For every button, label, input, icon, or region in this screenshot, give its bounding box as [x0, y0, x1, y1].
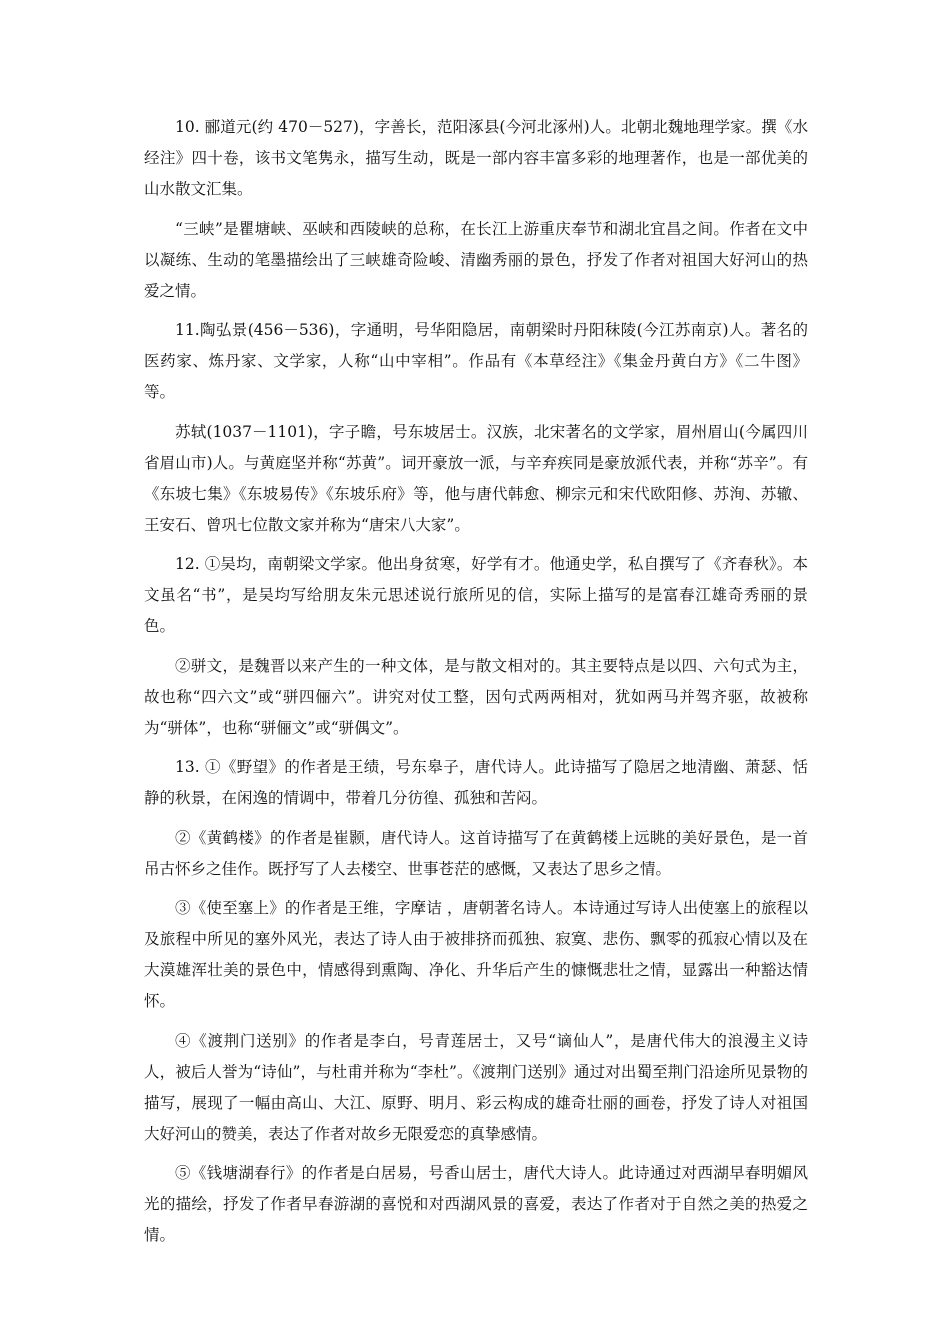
paragraph-10-li-daoyuan: 10. 郦道元(约 470－527)，字善长，范阳涿县(今河北涿州)人。北朝北魏地理学家。撰《水经注》四十卷，该书文笔隽永，描写生动，既是一部内容丰富多彩的地理著作，也是一部优美的山水散文汇集。 — [144, 118, 808, 198]
paragraph-qiantang-hu-chunxing: ⑤《钱塘湖春行》的作者是白居易，号香山居士，唐代大诗人。此诗通过对西湖早春明媚风光的描绘，抒发了作者早春游湖的喜悦和对西湖风景的喜爱，表达了作者对于自然之美的热爱之情。 — [144, 1164, 808, 1244]
paragraph-13-ye-wang: 13. ①《野望》的作者是王绩，号东皋子，唐代诗人。此诗描写了隐居之地清幽、萧瑟、恬静的秋景，在闲逸的情调中，带着几分彷徨、孤独和苦闷。 — [144, 758, 808, 807]
document-page — [144, 112, 808, 1260]
paragraph-12-wu-jun: 12. ①吴均，南朝梁文学家。他出身贫寒，好学有才。他通史学，私自撰写了《齐春秋》。本文虽名“书”，是吴均写给朋友朱元思述说行旅所见的信，实际上描写的是富春江雄奇秀丽的景色。 — [144, 555, 808, 635]
paragraph-huang-he-lou: ②《黄鹤楼》的作者是崔颢，唐代诗人。这首诗描写了在黄鹤楼上远眺的美好景色，是一首吊古怀乡之佳作。既抒写了人去楼空、世事苍茫的感慨，又表达了思乡之情。 — [144, 828, 808, 878]
paragraph-shi-zhi-sai-shang: ③《使至塞上》的作者是王维，字摩诘 ，唐朝著名诗人。本诗通过写诗人出使塞上的旅程以及旅程中所见的塞外风光，表达了诗人由于被排挤而孤独、寂寞、悲伤、飘零的孤寂心情以及在大漠雄浑壮美的景色中，情感得到熏陶、净化、升华后产生的慷慨悲壮之情，显露出一种豁达情怀。 — [144, 899, 808, 1010]
paragraph-11-tao-hongjing: 11.陶弘景(456－536)，字通明，号华阳隐居，南朝梁时丹阳秣陵(今江苏南京)人。著名的医药家、炼丹家、文学家，人称“山中宰相”。作品有《本草经注》《集金丹黄白方》《二牛图》等。 — [144, 321, 808, 401]
paragraph-three-gorges: “三峡”是瞿塘峡、巫峡和西陵峡的总称，在长江上游重庆奉节和湖北宜昌之间。作者在文中以凝练、生动的笔墨描绘出了三峡雄奇险峻、清幽秀丽的景色，抒发了作者对祖国大好河山的热爱之情。 — [144, 219, 808, 300]
paragraph-pianwen: ②骈文，是魏晋以来产生的一种文体，是与散文相对的。其主要特点是以四、六句式为主，故也称“四六文”或“骈四俪六”。讲究对仗工整，因句式两两相对，犹如两马并驾齐驱，故被称为“骈体”，也称“骈俪文”或“骈偶文”。 — [144, 656, 808, 737]
paragraph-du-jingmen-songbie: ④《渡荆门送别》的作者是李白，号青莲居士，又号“谪仙人”，是唐代伟大的浪漫主义诗人，被后人誉为“诗仙”，与杜甫并称为“李杜”。《渡荆门送别》通过对出蜀至荆门沿途所见景物的描写，展现了一幅由高山、大江、原野、明月、彩云构成的雄奇壮丽的画卷，抒发了诗人对祖国大好河山的赞美，表达了作者对故乡无限爱恋的真挚感情。 — [144, 1031, 808, 1143]
paragraph-su-shi: 苏轼(1037－1101)，字子瞻，号东坡居士。汉族，北宋著名的文学家，眉州眉山(今属四川省眉山市)人。与黄庭坚并称“苏黄”。词开豪放一派，与辛弃疾同是豪放派代表，并称“苏辛”。有《东坡七集》《东坡易传》《东坡乐府》等，他与唐代韩愈、柳宗元和宋代欧阳修、苏洵、苏辙、王安石、曾巩七位散文家并称为“唐宋八大家”。 — [144, 422, 808, 534]
